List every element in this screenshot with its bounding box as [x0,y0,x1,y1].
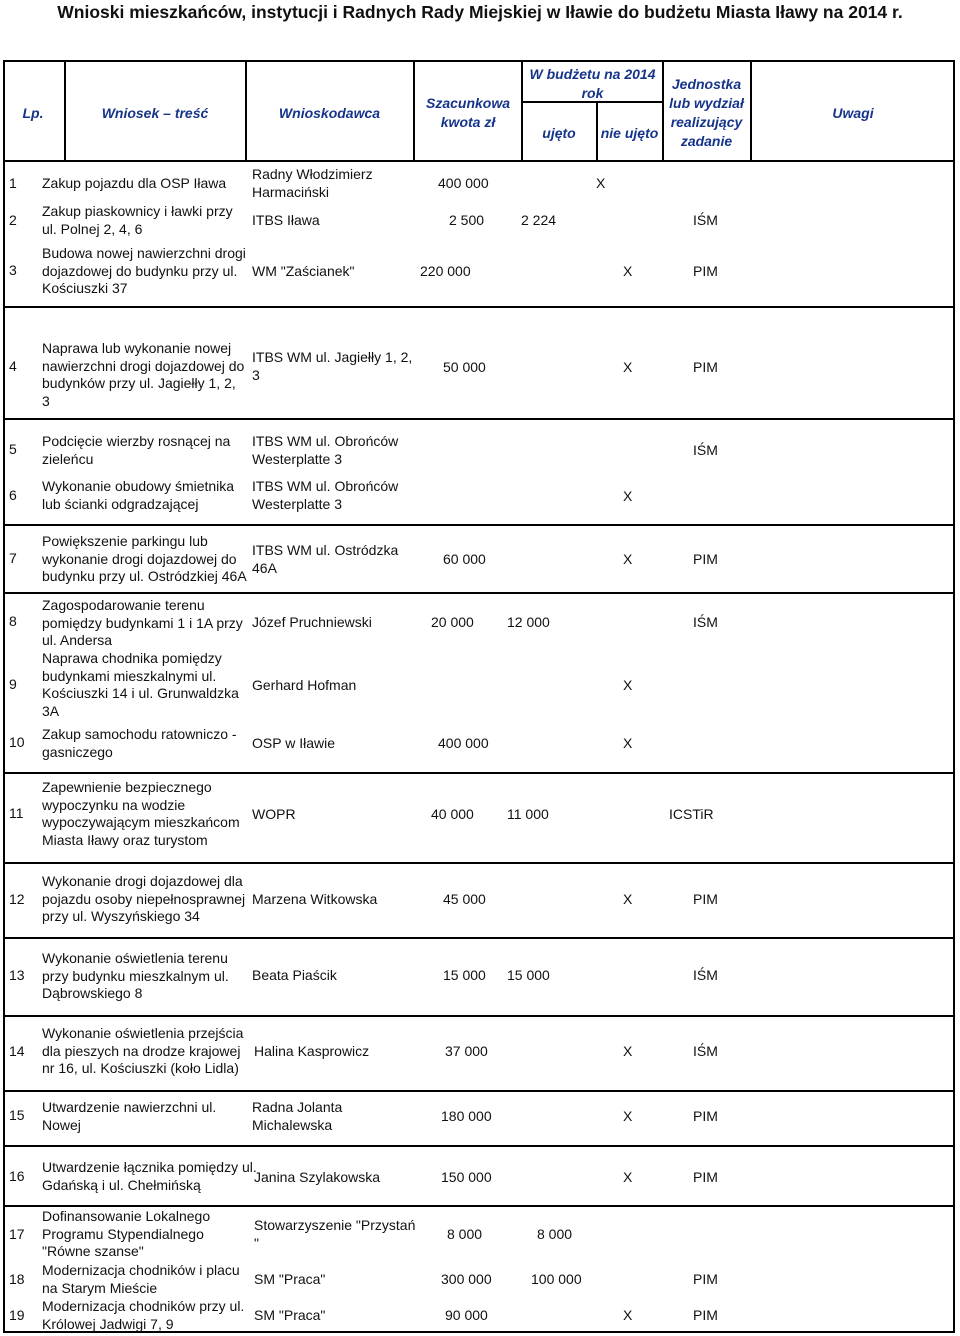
row-13-lp: 13 [9,967,25,983]
row-12-jednostka: PIM [693,891,718,907]
row-11-kwota: 40 000 [431,806,474,822]
row-divider [3,1090,955,1092]
row-divider [3,772,955,774]
row-17-lp: 17 [9,1226,25,1242]
row-15-nie-ujeto: X [623,1108,633,1124]
row-16-jednostka: PIM [693,1169,718,1185]
row-13-tresc: Wykonanie oświetlenia terenu przy budynku mieszkalnym ul. Dąbrowskiego 8 [42,950,229,1002]
header-wniosek: Wniosek – treść [101,105,209,121]
row-10-wnioskodawca: OSP w Iławie [252,735,335,751]
row-6-nie-ujeto: X [623,488,633,504]
row-8-tresc: Zagospodarowanie terenu pomiędzy budynkami 1 i 1A przy ul. Andersa [42,597,243,649]
row-2-tresc: Zakup piaskownicy i ławki przy ul. Polnej 2, 4, 6 [42,203,233,237]
header-budzet: W budżetu na 2014 rok [529,66,656,101]
row-12-nie-ujeto: X [623,891,633,907]
row-4-lp: 4 [9,358,17,374]
row-16-nie-ujeto: X [623,1169,633,1185]
row-18-wnioskodawca: SM "Praca" [254,1271,326,1287]
row-3-jednostka: PIM [693,263,718,279]
row-divider [3,524,955,526]
row-6-wnioskodawca: ITBS WM ul. Obrońców Westerplatte 3 [252,478,399,512]
row-3-kwota: 220 000 [420,263,471,279]
row-12-lp: 12 [9,891,25,907]
row-8-lp: 8 [9,613,17,629]
row-13-kwota: 15 000 [443,967,486,983]
row-7-tresc: Powiększenie parkingu lub wykonanie drogi dojazdowej do budynku przy ul. Ostródzkiej 46A [42,533,247,585]
row-11-jednostka: ICSTiR [669,806,714,822]
row-14-nie-ujeto: X [623,1043,633,1059]
row-2-lp: 2 [9,212,17,228]
row-2-ujeto: 2 224 [521,212,557,228]
row-13-jednostka: IŚM [693,967,718,983]
row-14-lp: 14 [9,1043,25,1059]
row-9-wnioskodawca: Gerhard Hofman [252,677,357,693]
divider [521,60,523,160]
row-4-tresc: Naprawa lub wykonanie nowej nawierzchni drogi dojazdowej do budynków przy ul. Jagiełły 1, 2, 3 [42,340,245,409]
row-1-tresc: Zakup pojazdu dla OSP Iława [42,175,227,191]
row-8-jednostka: IŚM [693,614,718,630]
row-6-lp: 6 [9,487,17,503]
header-wnioskodawca: Wnioskodawca [278,105,381,121]
row-divider [3,306,955,308]
page-title: Wnioski mieszkańców, instytucji i Radnych Rady Miejskiej w Iławie do budżetu Miasta Iławy na 2014 r. [57,2,903,22]
row-8-ujeto: 12 000 [507,614,550,630]
row-4-kwota: 50 000 [443,359,486,375]
row-1-lp: 1 [9,175,17,191]
row-17-wnioskodawca: Stowarzyszenie "Przystań " [254,1217,416,1251]
row-10-tresc: Zakup samochodu ratowniczo - gasniczego [42,726,237,760]
header-uwagi: Uwagi [832,105,874,121]
row-2-kwota: 2 500 [449,212,485,228]
row-14-jednostka: IŚM [693,1043,718,1059]
row-16-lp: 16 [9,1168,25,1184]
row-3-nie-ujeto: X [623,263,633,279]
row-9-tresc: Naprawa chodnika pomiędzy budynkami mieszkalnymi ul. Kościuszki 14 i ul. Grunwaldzka 3A [42,650,239,719]
row-16-tresc: Utwardzenie łącznika pomiędzy ul. Gdańską i ul. Chełmińską [42,1159,257,1193]
row-6-tresc: Wykonanie obudowy śmietnika lub ścianki odgradzającej [42,478,235,512]
row-14-tresc: Wykonanie oświetlenia przejścia dla pieszych na drodze krajowej nr 16, ul. Kościuszki (koło Lidla) [42,1025,244,1077]
row-11-wnioskodawca: WOPR [252,806,296,822]
row-divider [3,937,955,939]
row-10-kwota: 400 000 [438,735,489,751]
header-ujeto: ujęto [542,125,576,141]
row-9-lp: 9 [9,676,17,692]
row-divider [3,1145,955,1147]
row-divider [3,1205,955,1207]
row-14-wnioskodawca: Halina Kasprowicz [254,1043,370,1059]
row-divider [3,418,955,420]
row-18-lp: 18 [9,1271,25,1287]
row-15-tresc: Utwardzenie nawierzchni ul. Nowej [42,1099,217,1133]
divider [413,60,415,160]
row-19-wnioskodawca: SM "Praca" [254,1307,326,1323]
row-2-jednostka: IŚM [693,212,718,228]
row-7-lp: 7 [9,550,17,566]
row-16-wnioskodawca: Janina Szylakowska [254,1169,381,1185]
divider [3,60,955,62]
row-4-nie-ujeto: X [623,359,633,375]
row-3-lp: 3 [9,262,17,278]
header-kwota: Szacunkowa kwota zł [425,95,511,130]
row-15-jednostka: PIM [693,1108,718,1124]
row-13-ujeto: 15 000 [507,967,550,983]
header-jednostka: Jednostka lub wydział realizujący zadanie [669,76,744,149]
row-19-nie-ujeto: X [623,1307,633,1323]
row-4-wnioskodawca: ITBS WM ul. Jagiełły 1, 2, 3 [252,349,413,383]
row-14-kwota: 37 000 [445,1043,488,1059]
row-7-jednostka: PIM [693,551,718,567]
row-19-lp: 19 [9,1307,25,1323]
row-10-lp: 10 [9,734,25,750]
row-3-tresc: Budowa nowej nawierzchni drogi dojazdowej do budynku przy ul. Kościuszki 37 [42,245,246,297]
row-5-lp: 5 [9,441,17,457]
row-5-jednostka: IŚM [693,442,718,458]
row-17-tresc: Dofinansowanie Lokalnego Programu Stypendialnego "Równe szanse" [42,1208,211,1260]
row-19-tresc: Modernizacja chodników przy ul. Królowej Jadwigi 7, 9 [42,1298,245,1332]
row-18-kwota: 300 000 [441,1271,492,1287]
divider [3,160,955,162]
row-12-kwota: 45 000 [443,891,486,907]
row-19-jednostka: PIM [693,1307,718,1323]
row-16-kwota: 150 000 [441,1169,492,1185]
row-1-nie-ujeto: X [596,175,606,191]
row-18-tresc: Modernizacja chodników i placu na Starym Mieście [42,1262,240,1296]
row-10-nie-ujeto: X [623,735,633,751]
row-7-nie-ujeto: X [623,551,633,567]
row-12-tresc: Wykonanie drogi dojazdowej dla pojazdu osoby niepełnosprawnej przy ul. Wyszyńskiego 34 [42,873,246,925]
row-18-jednostka: PIM [693,1271,718,1287]
row-11-ujeto: 11 000 [507,806,549,822]
row-2-wnioskodawca: ITBS Iława [252,212,320,228]
header-nie-ujeto: nie ujęto [600,125,659,141]
row-divider [3,1015,955,1017]
row-11-lp: 11 [9,805,24,821]
row-5-tresc: Podcięcie wierzby rosnącej na zieleńcu [42,433,231,467]
row-8-kwota: 20 000 [431,614,474,630]
row-15-wnioskodawca: Radna Jolanta Michalewska [252,1099,343,1133]
row-11-tresc: Zapewnienie bezpiecznego wypoczynku na wodzie wypoczywającym mieszkańcom Miasta Iławy oraz turystom [42,779,240,848]
row-8-wnioskodawca: Józef Pruchniewski [252,614,372,630]
row-7-kwota: 60 000 [443,551,486,567]
row-17-kwota: 8 000 [447,1226,483,1242]
row-13-wnioskodawca: Beata Piaścik [252,967,337,983]
row-18-ujeto: 100 000 [531,1271,582,1287]
row-17-ujeto: 8 000 [537,1226,573,1242]
row-4-jednostka: PIM [693,359,718,375]
row-19-kwota: 90 000 [445,1307,488,1323]
row-divider [3,592,955,594]
row-3-wnioskodawca: WM "Zaścianek" [252,263,355,279]
row-9-nie-ujeto: X [623,677,633,693]
row-1-kwota: 400 000 [438,175,489,191]
row-divider [3,862,955,864]
row-1-wnioskodawca: Radny Włodzimierz Harmaciński [252,166,373,200]
row-15-lp: 15 [9,1107,25,1123]
row-7-wnioskodawca: ITBS WM ul. Ostródzka 46A [252,542,399,576]
row-5-wnioskodawca: ITBS WM ul. Obrońców Westerplatte 3 [252,433,399,467]
row-15-kwota: 180 000 [441,1108,492,1124]
header-lp: Lp. [22,105,44,121]
row-12-wnioskodawca: Marzena Witkowska [252,891,378,907]
